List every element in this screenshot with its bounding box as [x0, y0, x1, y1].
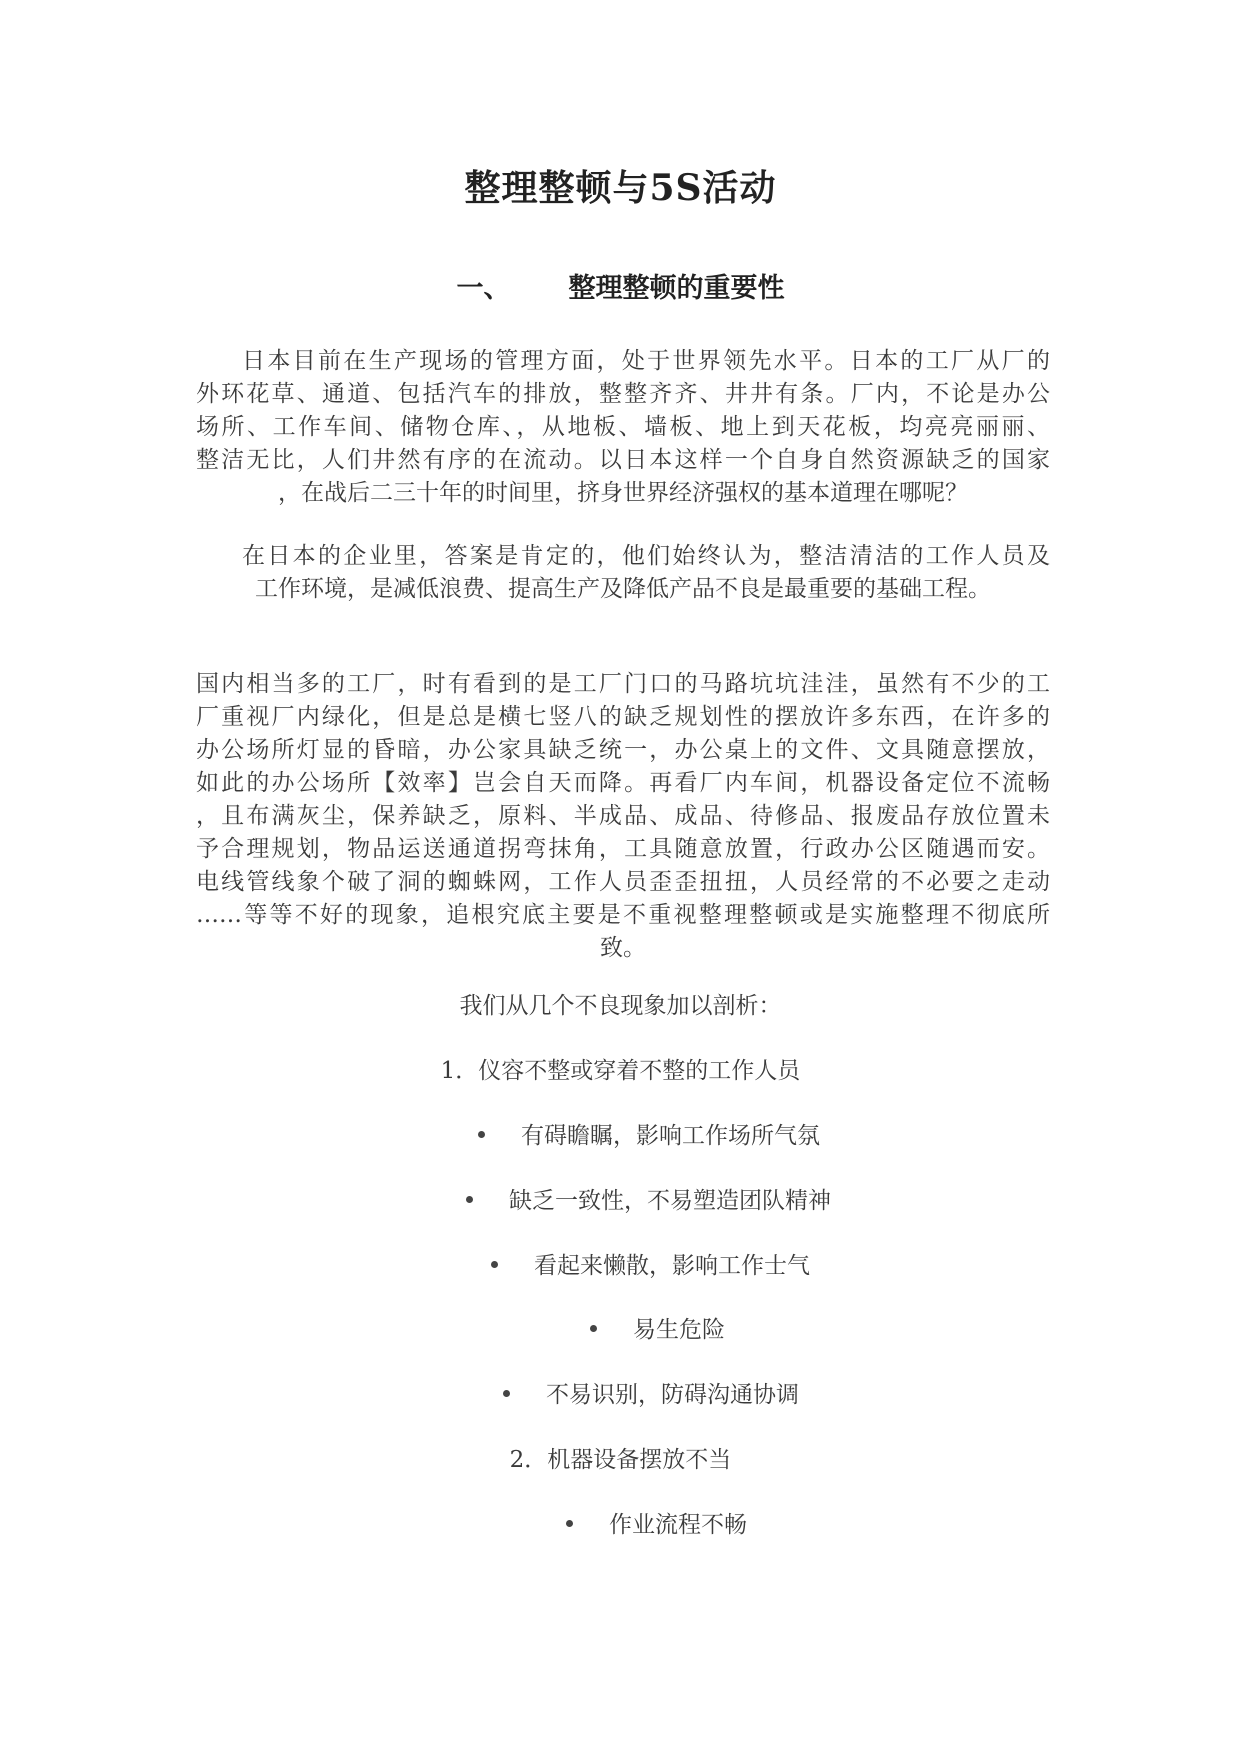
paragraph-line: 办公场所灯显的昏暗，办公家具缺乏统一，办公桌上的文件、文具随意摆放， [196, 737, 1050, 763]
paragraph-line: 整洁无比，人们井然有序的在流动。以日本这样一个自身自然资源缺乏的国家 [196, 447, 1050, 473]
paragraph-line: 厂重视厂内绿化，但是总是横七竖八的缺乏规划性的摆放许多东西，在许多的 [196, 704, 1050, 730]
bullet-item [478, 1117, 820, 1150]
section-heading [0, 266, 1241, 305]
paragraph-line: 予合理规划，物品运送通道拐弯抹角，工具随意放置，行政办公区随遇而安。 [196, 836, 1050, 862]
paragraph-line: 在日本的企业里，答案是肯定的，他们始终认为，整洁清洁的工作人员及 [242, 543, 1050, 569]
bullet-item [466, 1182, 831, 1215]
bullet-text: 缺乏一致性，不易塑造团队精神 [509, 1188, 831, 1214]
bullet-icon [503, 1390, 510, 1397]
bullet-text: 不易识别，防碍沟通协调 [546, 1382, 799, 1408]
bullet-item [503, 1376, 799, 1409]
paragraph-line: 场所、工作车间、储物仓库、，从地板、墙板、地上到天花板，均亮亮丽丽、 [196, 414, 1050, 440]
paragraph-line: 致。 [600, 935, 646, 961]
paragraph-line: ，且布满灰尘，保养缺乏，原料、半成品、成品、待修品、报废品存放位置未 [196, 803, 1050, 829]
bullet-item [590, 1311, 725, 1344]
list-item-heading-2: 2．机器设备摆放不当 [509, 1447, 732, 1473]
paragraph-line: 电线管线象个破了洞的蜘蛛网，工作人员歪歪扭扭，人员经常的不必要之走动 [196, 869, 1050, 895]
paragraph-line: 外环花草、通道、包括汽车的排放，整整齐齐、井井有条。厂内，不论是办公 [196, 381, 1050, 407]
bullet-text: 有碍瞻瞩，影响工作场所气氛 [521, 1123, 820, 1149]
bullet-text: 看起来懒散，影响工作士气 [534, 1253, 810, 1279]
bullet-item [566, 1506, 747, 1539]
bullet-icon [466, 1196, 473, 1203]
paragraph-line: 国内相当多的工厂，时有看到的是工厂门口的马路坑坑洼洼，虽然有不少的工 [196, 671, 1050, 697]
bullet-icon [590, 1325, 597, 1332]
paragraph-line: 工作环境，是减低浪费、提高生产及降低产品不良是最重要的基础工程。 [255, 576, 991, 602]
bullet-text: 易生危险 [633, 1317, 725, 1343]
bullet-icon [566, 1520, 573, 1527]
paragraph-japan-management [196, 345, 1050, 510]
bullet-icon [478, 1131, 485, 1138]
document-title: 整理整顿与5S活动 [464, 167, 777, 209]
bullet-icon [491, 1261, 498, 1268]
section-number: 一、 [456, 273, 511, 304]
paragraph-line: 日本目前在生产现场的管理方面，处于世界领先水平。日本的工厂从厂的 [242, 348, 1050, 374]
bullet-text: 作业流程不畅 [609, 1512, 747, 1538]
section-title: 整理整顿的重要性 [568, 273, 785, 304]
paragraph-line: 如此的办公场所【效率】岂会自天而降。再看厂内车间，机器设备定位不流畅 [196, 770, 1050, 796]
bullet-item [491, 1247, 810, 1280]
paragraph-domestic-factories [196, 668, 1050, 965]
paragraph-line: ，在战后二三十年的时间里，挤身世界经济强权的基本道理在哪呢？ [278, 480, 968, 506]
paragraph-japanese-enterprises [196, 540, 1050, 606]
list-item-heading-1: 1．仪容不整或穿着不整的工作人员 [440, 1058, 801, 1084]
analysis-intro: 我们从几个不良现象加以剖析： [459, 993, 782, 1019]
paragraph-line: ……等等不好的现象，追根究底主要是不重视整理整顿或是实施整理不彻底所 [196, 902, 1050, 928]
